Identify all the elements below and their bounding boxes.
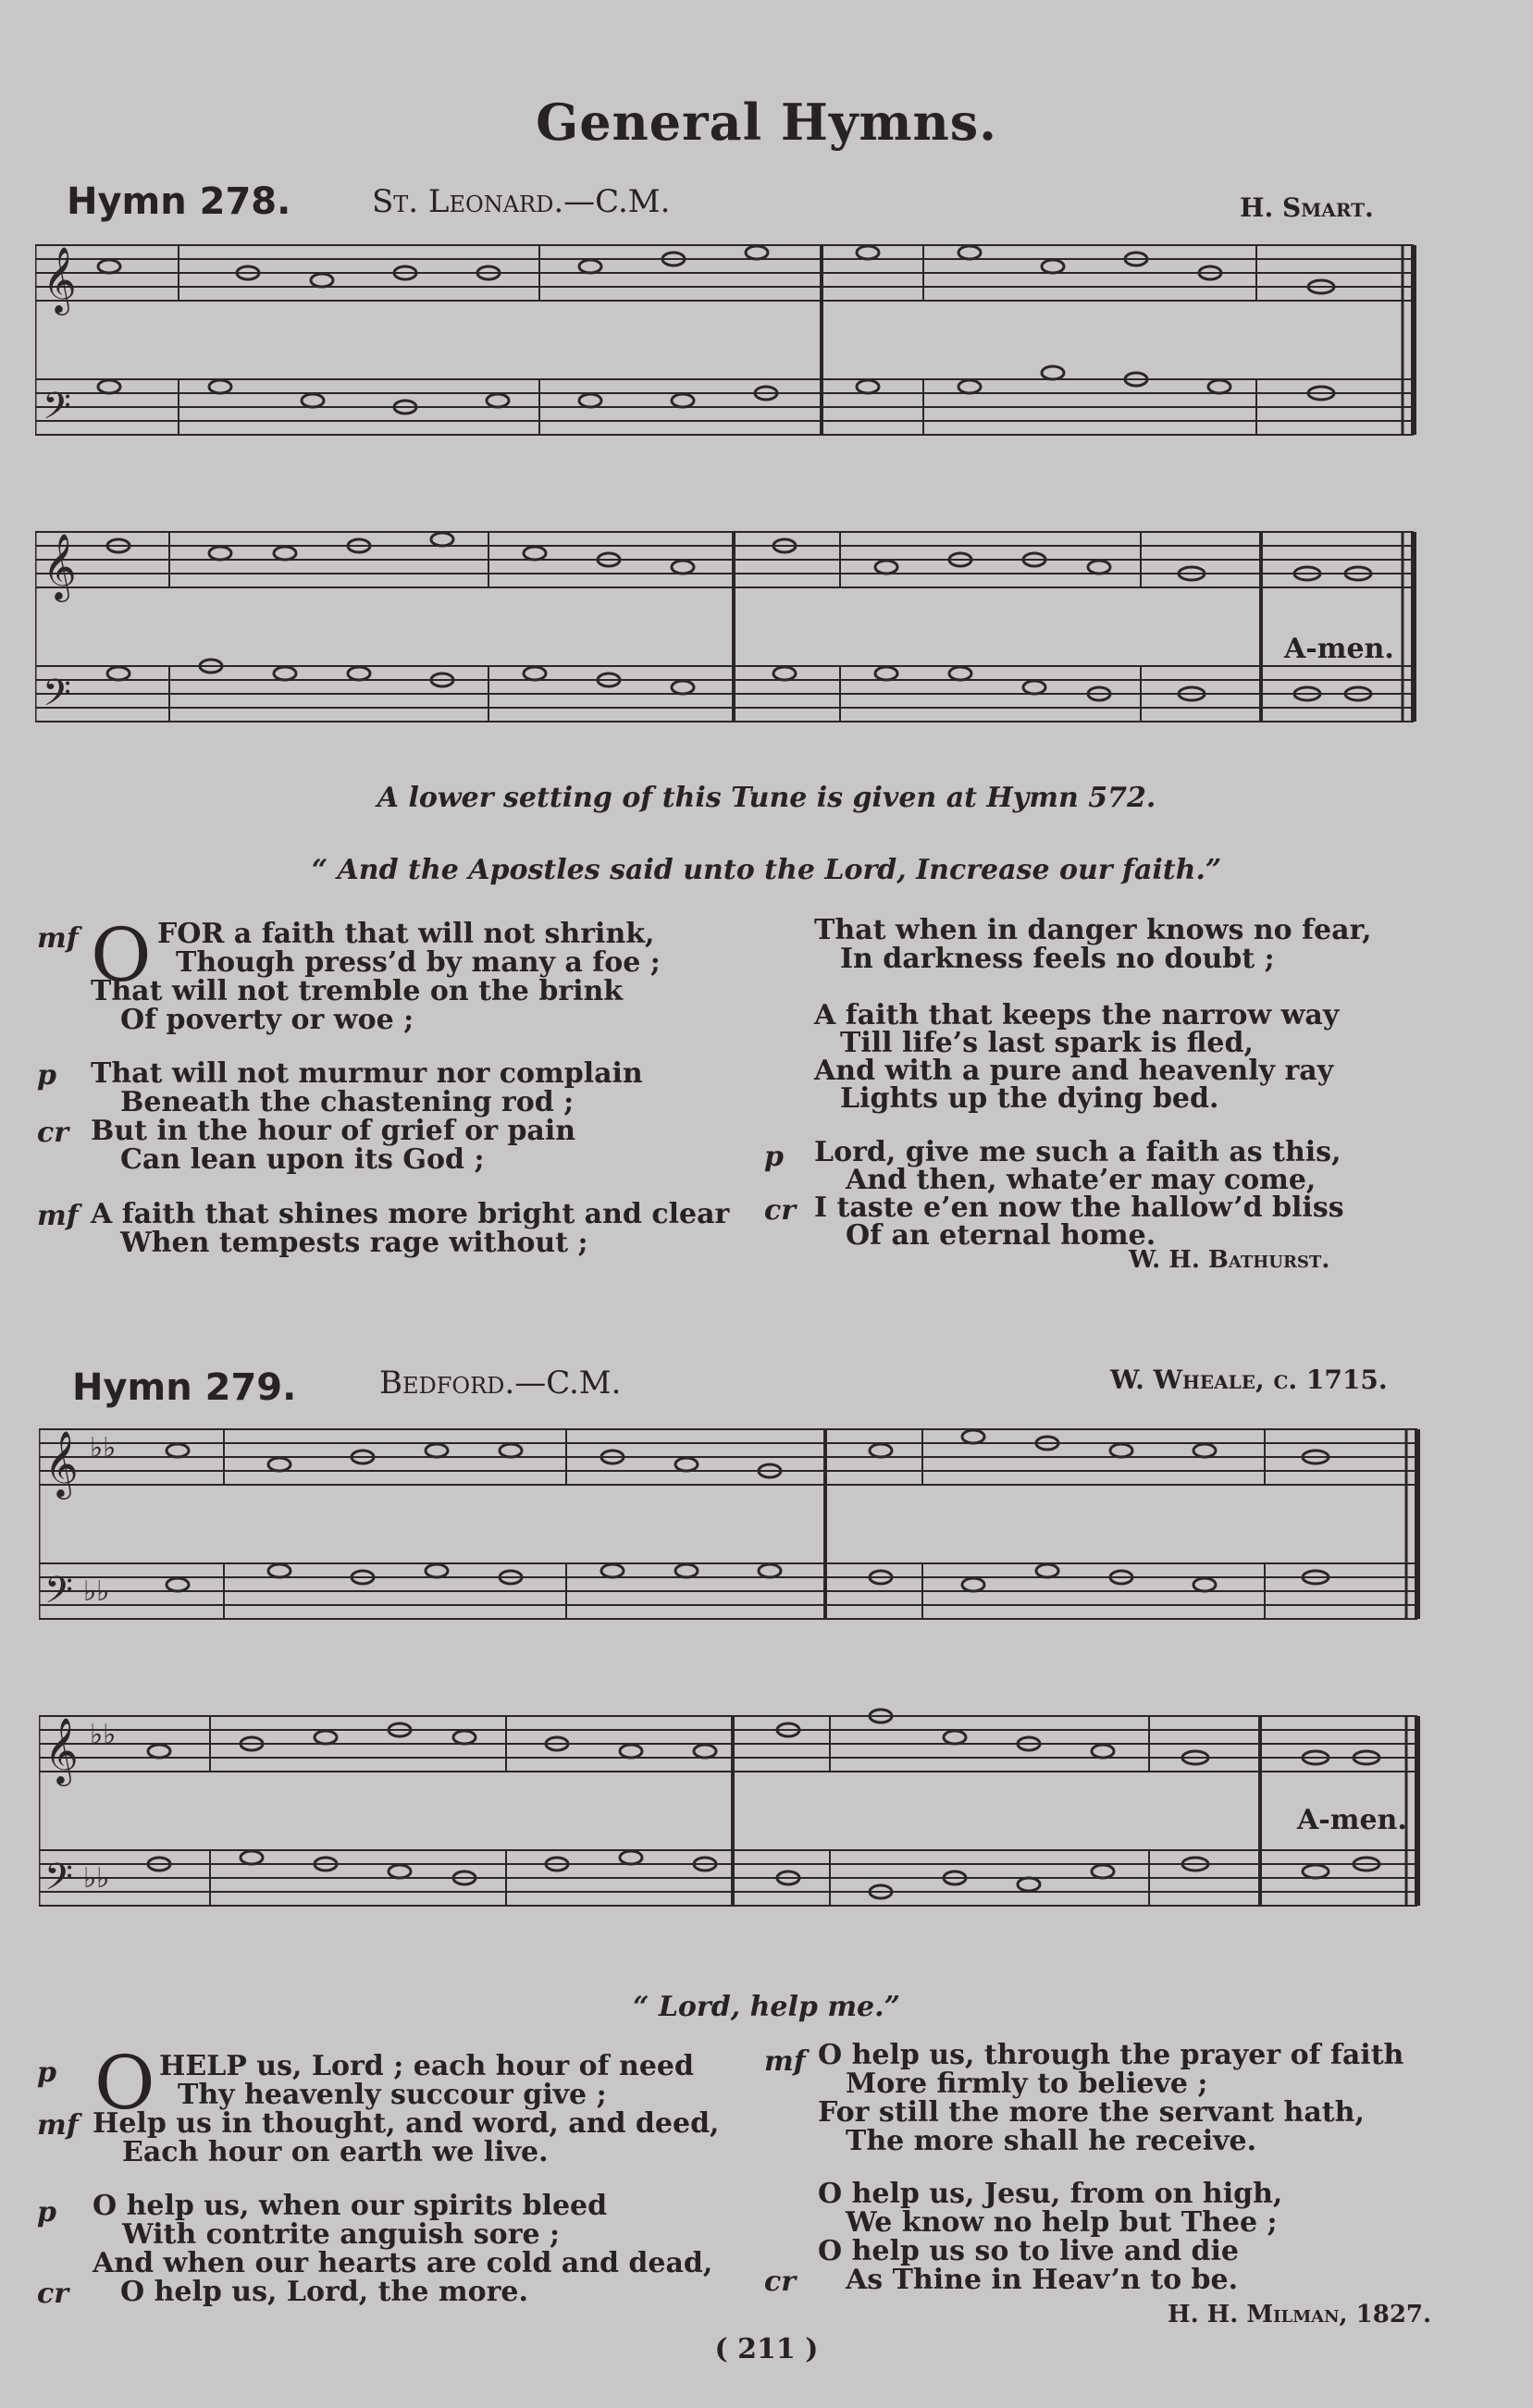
verse-line: I taste e’en now the hallow’d bliss: [814, 1192, 1344, 1224]
dynamic-mark: p: [37, 2056, 56, 2089]
verse-line: For still the more the servant hath,: [818, 2096, 1365, 2129]
verse-line: Of poverty or woe ;: [120, 1004, 414, 1036]
hymn-279-heading: Hymn 279.: [72, 1366, 297, 1409]
verse-line: More firmly to believe ;: [846, 2068, 1208, 2100]
verse-line: As Thine in Heav’n to be.: [846, 2264, 1239, 2296]
hymn-278-heading: Hymn 278.: [67, 180, 291, 223]
svg-text:𝄢: 𝄢: [43, 672, 71, 723]
verse-line: Lord, give me such a faith as this,: [814, 1136, 1341, 1168]
verse-line: HELP us, Lord ; each hour of need: [159, 2050, 694, 2082]
verse-line: Though press’d by many a foe ;: [176, 946, 661, 979]
hymn-279-epigraph: “ Lord, help me.”: [633, 1991, 900, 2023]
hymn-279-score-system-2: [39, 1707, 1427, 1947]
verse-line: In darkness feels no doubt ;: [840, 943, 1275, 975]
hymn-279-composer: W. Wheale, c. 1715.: [1110, 1365, 1388, 1395]
hymn-278-setting-note: A lower setting of this Tune is given at Hymn 572.: [377, 782, 1156, 814]
dynamic-mark: mf: [37, 1200, 79, 1232]
svg-text:♭♭: ♭♭: [90, 1719, 117, 1751]
verse-line: That will not tremble on the brink: [91, 975, 624, 1007]
hymn-278-score-system-1: [35, 236, 1423, 476]
verse-line: Each hour on earth we live.: [122, 2136, 549, 2168]
dynamic-mark: cr: [37, 2278, 69, 2310]
verse-line: Beneath the chastening rod ;: [120, 1086, 575, 1118]
verse-line: O help us, Lord, the more.: [120, 2276, 528, 2308]
svg-text:𝄢: 𝄢: [43, 385, 71, 437]
dynamic-mark: cr: [764, 1194, 797, 1227]
verse-line: Can lean upon its God ;: [120, 1143, 485, 1176]
verse-line: That when in danger knows no fear,: [814, 914, 1372, 946]
verse-line: O help us so to live and die: [818, 2235, 1239, 2267]
verse-line: That will not murmur nor complain: [91, 1057, 643, 1090]
verse-line: We know no help but Thee ;: [846, 2206, 1278, 2239]
svg-text:♭♭: ♭♭: [90, 1432, 117, 1464]
verse-line: O help us, Jesu, from on high,: [818, 2178, 1283, 2210]
svg-text:𝄞: 𝄞: [43, 532, 77, 599]
verse-line: When tempests rage without ;: [120, 1227, 588, 1259]
verse-line: A faith that keeps the narrow way: [814, 999, 1340, 1031]
hymn-278-dropcap: O: [91, 912, 152, 998]
hymn-279-amen: A-men.: [1297, 1804, 1407, 1836]
hymn-278-composer: H. Smart.: [1240, 192, 1374, 223]
verse-line: And when our hearts are cold and dead,: [93, 2247, 713, 2279]
dynamic-mark: p: [37, 1059, 56, 1092]
verse-line: With contrite anguish sore ;: [122, 2218, 561, 2251]
hymn-279-score-system-1: [39, 1420, 1427, 1661]
hymn-279-dropcap: O: [94, 2040, 155, 2126]
dynamic-mark: mf: [37, 2109, 79, 2142]
verse-line: O help us, when our spirits bleed: [93, 2190, 608, 2222]
svg-text:𝄞: 𝄞: [44, 1429, 79, 1497]
svg-text:𝄢: 𝄢: [44, 1569, 73, 1621]
hymn-279-tune: Bedford.—C.M.: [379, 1365, 622, 1402]
dynamic-mark: mf: [764, 2045, 806, 2078]
dynamic-mark: cr: [37, 1117, 69, 1149]
hymn-278-score-system-2: [35, 523, 1423, 763]
dynamic-mark: p: [37, 2196, 56, 2229]
verse-line: And with a pure and heavenly ray: [814, 1055, 1334, 1087]
svg-text:𝄢: 𝄢: [44, 1856, 73, 1908]
hymn-279-author: H. H. Milman, 1827.: [1168, 2301, 1432, 2328]
verse-line: A faith that shines more bright and clear: [91, 1198, 730, 1230]
svg-text:𝄞: 𝄞: [44, 1716, 79, 1784]
svg-text:♭♭: ♭♭: [83, 1575, 110, 1608]
svg-text:𝄞: 𝄞: [43, 245, 77, 313]
dynamic-mark: cr: [764, 2266, 797, 2298]
hymn-278-author: W. H. Bathurst.: [1129, 1246, 1330, 1274]
svg-text:♭♭: ♭♭: [83, 1862, 110, 1895]
page-title: General Hymns.: [536, 93, 997, 152]
verse-line: Till life’s last spark is fled,: [840, 1027, 1254, 1059]
verse-line: O help us, through the prayer of faith: [818, 2039, 1404, 2071]
verse-line: Lights up the dying bed.: [840, 1082, 1219, 1115]
verse-line: Of an eternal home.: [846, 1219, 1156, 1252]
hymn-278-epigraph: “ And the Apostles said unto the Lord, Increase our faith.”: [311, 854, 1222, 886]
page-number: ( 211 ): [714, 2333, 819, 2365]
verse-line: The more shall he receive.: [846, 2125, 1257, 2157]
dynamic-mark: mf: [37, 922, 79, 955]
verse-line: Help us in thought, and word, and deed,: [93, 2107, 720, 2140]
verse-line: FOR a faith that will not shrink,: [157, 918, 655, 950]
verse-line: Thy heavenly succour give ;: [178, 2079, 607, 2111]
hymn-278-tune: St. Leonard.—C.M.: [372, 183, 671, 220]
verse-line: And then, whate’er may come,: [846, 1164, 1317, 1196]
dynamic-mark: p: [764, 1141, 784, 1173]
verse-line: But in the hour of grief or pain: [91, 1115, 576, 1147]
hymn-278-amen: A-men.: [1284, 633, 1394, 665]
